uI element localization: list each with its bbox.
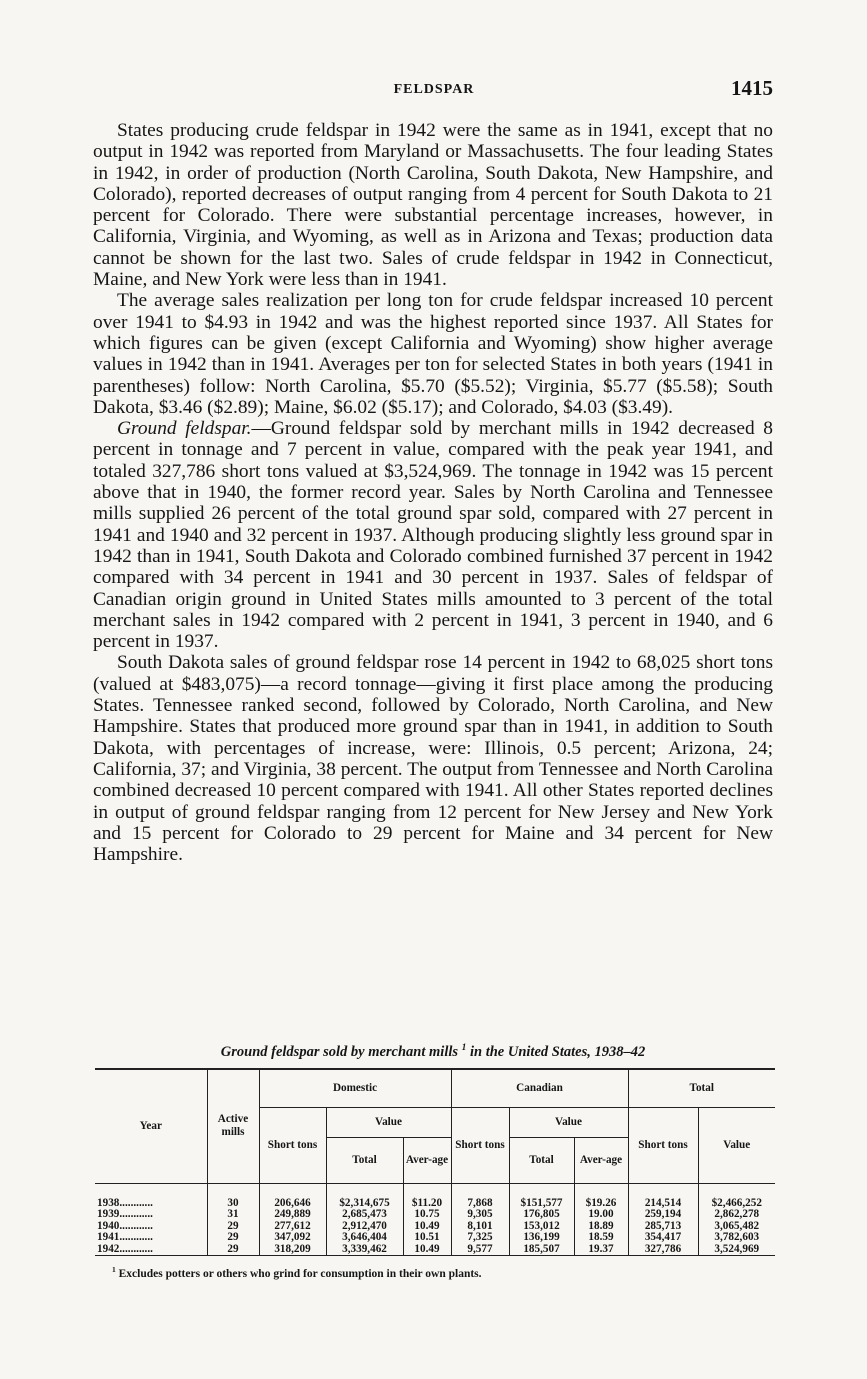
feldspar-sales-table xyxy=(95,1068,775,1256)
cell-total-value: 3,065,482 xyxy=(698,1221,775,1233)
cell-domestic-total: 2,685,473 xyxy=(326,1209,403,1221)
cell-domestic-total: 2,912,470 xyxy=(326,1221,403,1233)
table-row xyxy=(95,1244,775,1256)
year-value: 1941 xyxy=(97,1231,120,1243)
cell-mills: 30 xyxy=(207,1183,259,1209)
footnote-text: Excludes potters or others who grind for consumption in their own plants. xyxy=(118,1268,482,1280)
cell-domestic-average: 10.49 xyxy=(403,1221,451,1233)
page-header xyxy=(95,76,773,102)
cell-canadian-tons: 8,101 xyxy=(451,1221,509,1233)
header-domestic-short-tons: Short tons xyxy=(259,1107,326,1183)
feldspar-table-container xyxy=(95,1068,775,1256)
cell-canadian-tons: 9,577 xyxy=(451,1244,509,1256)
table-caption-text: Ground feldspar sold by merchant mills xyxy=(220,1044,459,1060)
header-domestic-average: Aver-age xyxy=(403,1137,451,1183)
cell-domestic-tons: 318,209 xyxy=(259,1244,326,1256)
cell-canadian-total: $151,577 xyxy=(509,1183,574,1209)
header-canadian-value: Value xyxy=(509,1107,628,1137)
dot-leader: ............ xyxy=(119,1208,153,1220)
cell-domestic-tons: 347,092 xyxy=(259,1232,326,1244)
table-footnote xyxy=(112,1265,482,1280)
cell-total-value: 3,782,603 xyxy=(698,1232,775,1244)
cell-mills: 29 xyxy=(207,1221,259,1233)
header-canadian: Canadian xyxy=(451,1069,628,1107)
footnote-marker: 1 xyxy=(112,1265,116,1275)
running-title: FELDSPAR xyxy=(393,82,475,97)
section-lead-ground-feldspar: Ground feldspar. xyxy=(117,418,252,440)
header-domestic-value-total: Total xyxy=(326,1137,403,1183)
table-row xyxy=(95,1183,775,1209)
cell-domestic-average: 10.75 xyxy=(403,1209,451,1221)
cell-canadian-tons: 9,305 xyxy=(451,1209,509,1221)
cell-domestic-average: 10.49 xyxy=(403,1244,451,1256)
dot-leader: ............ xyxy=(119,1196,153,1209)
header-year: Year xyxy=(95,1069,207,1183)
table-body xyxy=(95,1183,775,1256)
table-caption xyxy=(93,1044,773,1061)
cell-domestic-average: $11.20 xyxy=(403,1183,451,1209)
cell-domestic-tons: 277,612 xyxy=(259,1221,326,1233)
paragraph-ground-feldspar-text: —Ground feldspar sold by merchant mills in 1942 decreased 8 percent in tonnage and 7 percent in value, compared with the peak year 1941, and totaled 327,786 short tons valued at $3,524,969. The tonnage in 1942 was 15 percent above that in 1940, the former record year. Sales by North Carolina and Tennessee mills supplied 26 percent of the total ground spar sold, compared with 27 percent in 1941 and 1940 and 32 percent in 1937. Although producing slightly less ground spar in 1942 than in 1941, South Dakota and Colorado combined furnished 37 percent in 1942 compared with 34 percent in 1941 and 30 percent in 1937. Sales of feldspar of Canadian origin ground in United States mills amounted to 3 percent of the total merchant sales in 1942 compared with 2 percent in 1941, 3 percent in 1940, and 6 percent in 1937. xyxy=(93,418,774,653)
dot-leader: ............ xyxy=(119,1219,153,1232)
cell-canadian-tons: 7,868 xyxy=(451,1183,509,1209)
table-caption-footnote-marker: 1 xyxy=(461,1043,467,1054)
cell-canadian-average: 18.89 xyxy=(574,1221,628,1233)
paragraph-sales-realization: The average sales realization per long ton for crude feldspar increased 10 percent over 1941 to $4.93 in 1942 and was the highest reported since 1937. All States for which figures can be given (except California and Wyoming) show higher average values in 1942 than in 1941. Averages per ton for selected States in both years (1941 in parentheses) follow: North Carolina, $5.70 ($5.52); Virginia, $5.77 ($5.58); South Dakota, $3.46 ($2.89); Maine, $6.02 ($5.17); and Colorado, $4.03 ($3.49). xyxy=(93,290,773,418)
dot-leader: ............ xyxy=(119,1231,153,1243)
cell-canadian-total: 153,012 xyxy=(509,1221,574,1233)
year-value: 1939 xyxy=(97,1208,120,1220)
cell-canadian-average: 19.37 xyxy=(574,1244,628,1256)
header-canadian-value-total: Total xyxy=(509,1137,574,1183)
header-domestic: Domestic xyxy=(259,1069,451,1107)
year-value: 1938 xyxy=(97,1196,120,1209)
cell-total-tons: 259,194 xyxy=(628,1209,698,1221)
year-value: 1942 xyxy=(97,1242,120,1255)
cell-canadian-total: 176,805 xyxy=(509,1209,574,1221)
table-row xyxy=(95,1232,775,1244)
header-total-short-tons: Short tons xyxy=(628,1107,698,1183)
cell-total-value: 3,524,969 xyxy=(698,1244,775,1256)
cell-year xyxy=(95,1244,207,1256)
page-number: 1415 xyxy=(731,76,773,100)
paragraph-crude-feldspar-states: States producing crude feldspar in 1942 were the same as in 1941, except that no output in 1942 was reported from Maryland or Massachusetts. The four leading States in 1942, in order of production (North Carolina, South Dakota, New Hampshire, and Colorado), reported decreases of output ranging from 4 percent for South Dakota to 21 percent for Colorado. There were substantial percentage increases, however, in California, Virginia, and Wyoming, as well as in Arizona and Texas; production data cannot be shown for the last two. Sales of crude feldspar in 1942 in Connecticut, Maine, and New York were less than in 1941. xyxy=(93,120,773,291)
cell-mills: 29 xyxy=(207,1244,259,1256)
year-value: 1940 xyxy=(97,1219,120,1232)
cell-domestic-total: 3,339,462 xyxy=(326,1244,403,1256)
cell-canadian-total: 136,199 xyxy=(509,1232,574,1244)
paragraph-ground-feldspar xyxy=(93,418,773,652)
header-domestic-value: Value xyxy=(326,1107,451,1137)
cell-domestic-tons: 249,889 xyxy=(259,1209,326,1221)
dot-leader: ............ xyxy=(119,1242,153,1255)
cell-mills: 31 xyxy=(207,1209,259,1221)
cell-canadian-tons: 7,325 xyxy=(451,1232,509,1244)
cell-domestic-tons: 206,646 xyxy=(259,1183,326,1209)
header-total: Total xyxy=(628,1069,775,1107)
cell-canadian-total: 185,507 xyxy=(509,1244,574,1256)
cell-domestic-total: $2,314,675 xyxy=(326,1183,403,1209)
header-canadian-short-tons: Short tons xyxy=(451,1107,509,1183)
cell-canadian-average: 18.59 xyxy=(574,1232,628,1244)
cell-canadian-average: $19.26 xyxy=(574,1183,628,1209)
paragraph-south-dakota: South Dakota sales of ground feldspar rose 14 percent in 1942 to 68,025 short tons (valued at $483,075)—a record tonnage—giving it first place among the producing States. Tennessee ranked second, followed by Colorado, North Carolina, and New Hampshire. States that produced more ground spar than in 1941, in addition to South Dakota, with percentages of increase, were: Illinois, 0.5 percent; Arizona, 24; California, 37; and Virginia, 38 percent. The output from Tennessee and North Carolina combined decreased 10 percent compared with 1941. All other States reported declines in output of ground feldspar ranging from 12 percent for New Jersey and New York and 15 percent for Colorado to 29 percent for Maine and 34 percent for New Hampshire. xyxy=(93,652,773,866)
cell-canadian-average: 19.00 xyxy=(574,1209,628,1221)
cell-total-tons: 285,713 xyxy=(628,1221,698,1233)
cell-total-tons: 214,514 xyxy=(628,1183,698,1209)
cell-year xyxy=(95,1183,207,1209)
cell-domestic-total: 3,646,404 xyxy=(326,1232,403,1244)
cell-total-tons: 327,786 xyxy=(628,1244,698,1256)
cell-total-tons: 354,417 xyxy=(628,1232,698,1244)
cell-domestic-average: 10.51 xyxy=(403,1232,451,1244)
cell-total-value: 2,862,278 xyxy=(698,1209,775,1221)
cell-total-value: $2,466,252 xyxy=(698,1183,775,1209)
header-canadian-average: Aver-age xyxy=(574,1137,628,1183)
header-total-value: Value xyxy=(698,1107,775,1183)
cell-mills: 29 xyxy=(207,1232,259,1244)
body-text xyxy=(93,120,773,865)
header-active-mills: Active mills xyxy=(207,1069,259,1183)
table-caption-tail: in the United States, 1938–42 xyxy=(469,1044,646,1060)
table-row xyxy=(95,1209,775,1221)
